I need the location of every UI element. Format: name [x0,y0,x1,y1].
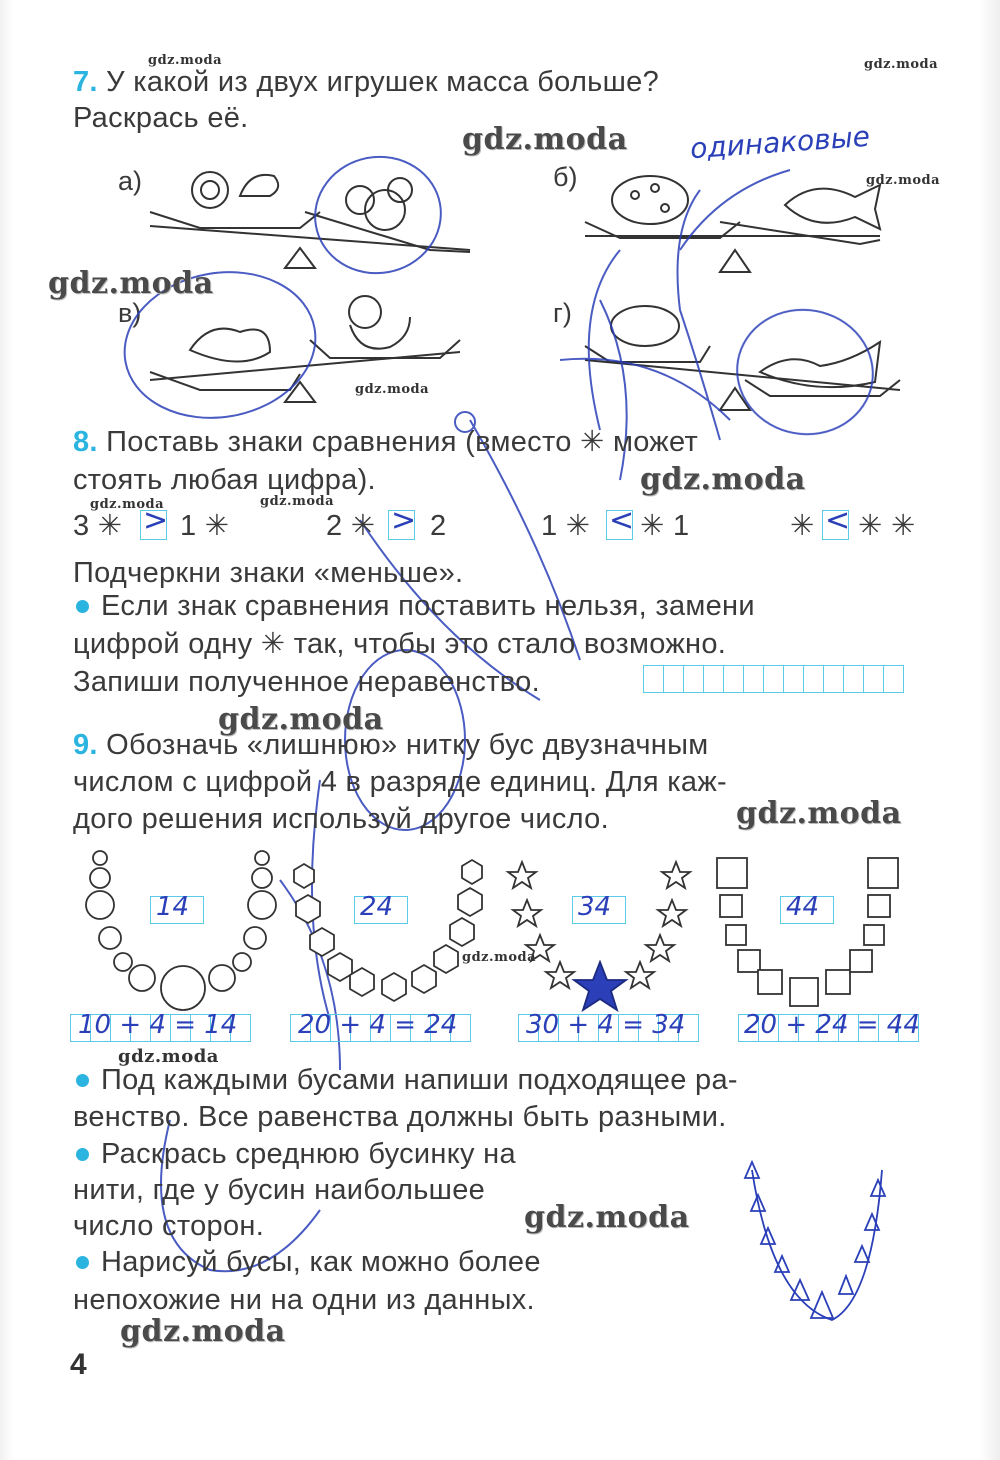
watermark: gdz.moda [640,462,806,497]
watermark: gdz.moda [118,1046,219,1067]
equation-3: 30 + 4 = 34 [526,1010,686,1040]
bead-number-1: 14 [156,892,190,922]
compare-2-left: 2 ✳ [326,510,376,542]
task8-number: 8. [73,426,98,458]
task9-bullet-3 [76,1256,89,1269]
watermark: gdz.moda [148,53,223,68]
task9-bullet2-line3: число сторон. [73,1210,265,1242]
task8-line2: стоять любая цифра). [73,464,376,496]
task9-line3: дого решения используй другое число. [73,803,609,835]
task8-bullet-line2: цифрой одну ✳ так, чтобы это стало возможно. [73,628,727,660]
compare-1-left: 3 ✳ [73,510,123,542]
watermark: gdz.moda [260,494,335,509]
task8-text-1: Поставь знаки сравнения (вместо ✳ может [106,426,699,458]
watermark: gdz.moda [524,1200,690,1235]
equation-4: 20 + 24 = 44 [744,1010,920,1040]
task7-number: 7. [73,66,98,98]
watermark: gdz.moda [355,382,430,397]
task7-label-g: г) [553,298,572,328]
compare-4-sign: < [825,503,851,538]
task9-bullet1-line2: венство. Все равенства должны быть разными. [73,1101,727,1133]
bead-number-4: 44 [786,892,820,922]
compare-3-right: ✳ 1 [640,510,690,542]
task7-text-1: У какой из двух игрушек масса больше? [106,66,660,98]
task8-bullet-line3: Запиши полученное неравенство. [73,666,540,698]
task9-line2: числом с цифрой 4 в разряде единиц. Для каж- [73,766,727,798]
task7-label-a: а) [118,166,143,196]
watermark: gdz.moda [120,1314,286,1349]
equation-2: 20 + 4 = 24 [298,1010,458,1040]
compare-4-right: ✳ ✳ [858,510,916,542]
compare-3-left: 1 ✳ [541,510,591,542]
task8-underline-instruction: Подчеркни знаки «меньше». [73,557,464,589]
compare-3-sign: < [609,503,635,538]
bead-number-3: 34 [578,892,612,922]
task9-number: 9. [73,729,98,761]
watermark: gdz.moda [462,122,628,157]
compare-4-left: ✳ [790,510,815,542]
task9-bullet-2 [76,1148,89,1161]
compare-1-right: 1 ✳ [180,510,230,542]
compare-2-sign: > [391,503,417,538]
compare-1-sign: > [143,503,169,538]
task9-bullet3-line1: Нарисуй бусы, как можно более [101,1246,541,1278]
watermark: gdz.moda [866,173,941,188]
watermark: gdz.moda [48,266,214,301]
page-number: 4 [70,1348,87,1381]
handwritten-answer-b: одинаковые [689,119,871,166]
watermark: gdz.moda [864,57,939,72]
watermark: gdz.moda [90,497,165,512]
task7-line2: Раскрась её. [73,102,249,134]
task9-text-1: Обозначь «лишнюю» нитку бус двузначным [106,729,709,761]
compare-2-right: 2 [430,510,447,542]
task9-bullet2-line2: нити, где у бусин наибольшее [73,1174,486,1206]
watermark: gdz.moda [218,702,384,737]
task9-bullet-1 [76,1074,89,1087]
task9-bullet1-line1: Под каждыми бусами напиши подходящее ра- [101,1064,738,1096]
task9-bullet2-line1: Раскрась среднюю бусинку на [101,1138,516,1170]
watermark: gdz.moda [462,950,537,965]
watermark: gdz.moda [736,796,902,831]
task8-bullet-line1: Если знак сравнения поставить нельзя, замени [101,590,755,622]
equation-1: 10 + 4 = 14 [78,1010,238,1040]
bead-number-2: 24 [360,892,394,922]
task7-label-b: б) [553,162,578,192]
task9-bullet3-line2: непохожие ни на одни из данных. [73,1284,535,1316]
task7-label-v: в) [118,298,142,328]
